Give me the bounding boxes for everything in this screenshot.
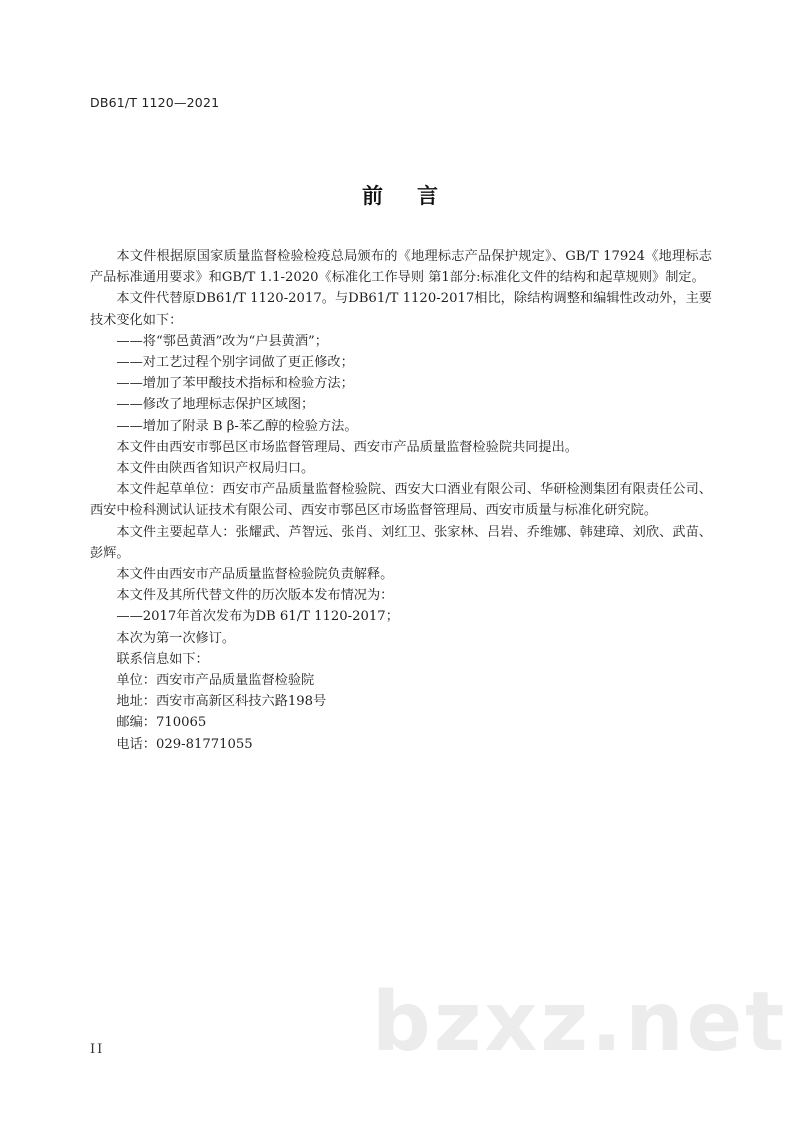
foreword-body bbox=[90, 246, 712, 755]
change-item: ——增加了苯甲酸技术指标和检验方法； bbox=[116, 376, 354, 392]
paragraph-administrator: 本文件由陕西省知识产权局归口。 bbox=[116, 461, 315, 477]
paragraph-interpretation: 本文件由西安市产品质量监督检验院负责解释。 bbox=[116, 567, 394, 583]
change-item: ——修改了地理标志保护区域图； bbox=[116, 397, 315, 413]
page-title: 前言 bbox=[362, 184, 472, 208]
page-number: II bbox=[90, 1042, 105, 1057]
paragraph-drafting-units: 本文件起草单位：西安市产品质量监督检验院、西安大口酒业有限公司、华研检测集团有限责任公司、西安中检科测试认证技术有限公司、西安市鄠邑区市场监督管理局、西安市质量与标准化研究院。 bbox=[90, 482, 712, 519]
watermark: bzxz.net bbox=[372, 975, 788, 1070]
paragraph-history: 本文件及其所代替文件的历次版本发布情况为： bbox=[116, 588, 394, 604]
contact-unit: 单位：西安市产品质量监督检验院 bbox=[116, 673, 315, 689]
contact-phone: 电话：029-81771055 bbox=[116, 736, 253, 752]
paragraph-replacement: 本文件代替原DB61/T 1120-2017。与DB61/T 1120-2017相比，除结构调整和编辑性改动外，主要技术变化如下： bbox=[90, 291, 712, 328]
history-item: ——2017年首次发布为DB 61/T 1120-2017； bbox=[116, 609, 399, 625]
change-item: ——对工艺过程个别字词做了更正修改； bbox=[116, 355, 354, 371]
contact-postcode: 邮编：710065 bbox=[116, 715, 207, 731]
document-code: DB61/T 1120—2021 bbox=[90, 95, 220, 110]
contact-address: 地址：西安市高新区科技六路198号 bbox=[116, 694, 327, 710]
contact-heading: 联系信息如下： bbox=[116, 651, 209, 667]
change-item: ——将“鄠邑黄酒”改为“户县黄酒”； bbox=[116, 333, 328, 349]
change-item: ——增加了附录 B β-苯乙醇的检验方法。 bbox=[116, 418, 358, 434]
paragraph-revision: 本次为第一次修订。 bbox=[116, 630, 236, 646]
paragraph-proposer: 本文件由西安市鄠邑区市场监督管理局、西安市产品质量监督检验院共同提出。 bbox=[116, 439, 578, 455]
paragraph-basis: 本文件根据原国家质量监督检验检疫总局颁布的《地理标志产品保护规定》、GB/T 17924《地理标志产品标准通用要求》和GB/T 1.1-2020《标准化工作导则 第1部分:标准化文件的结构和起草规则》制定。 bbox=[90, 249, 712, 286]
paragraph-drafters: 本文件主要起草人：张耀武、芦智远、张肖、刘红卫、张家林、吕岩、乔维娜、韩建璋、刘欣、武苗、彭辉。 bbox=[90, 524, 712, 561]
